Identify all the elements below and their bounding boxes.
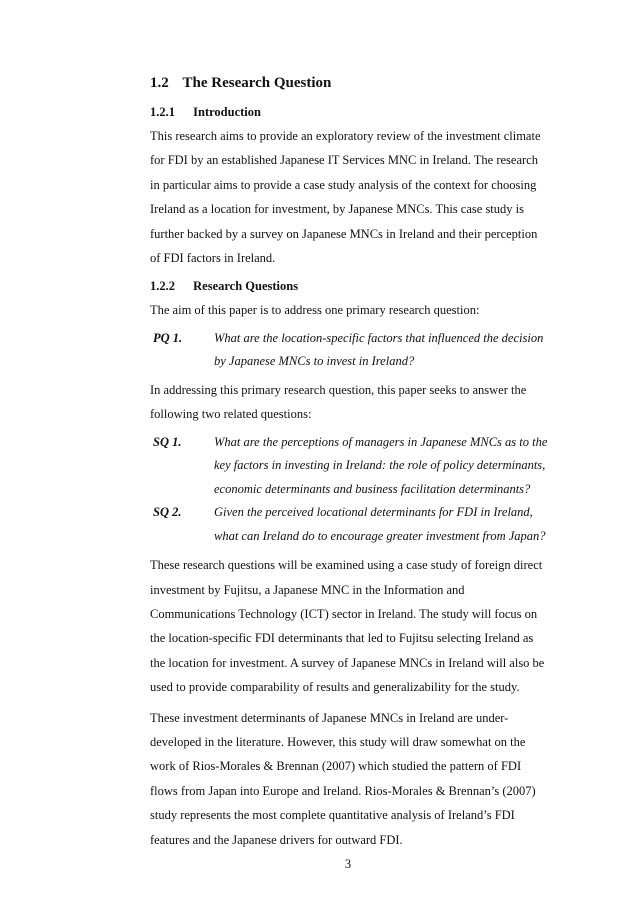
question-text xyxy=(214,501,570,548)
subsection-title: Introduction xyxy=(193,105,261,119)
text-line: Communications Technology (ICT) sector in Ireland. The study will focus on xyxy=(150,606,538,621)
literature-paragraph xyxy=(150,706,570,852)
text-line: key factors in investing in Ireland: the role of policy determinants, xyxy=(214,458,546,473)
text-line: by Japanese MNCs to invest in Ireland? xyxy=(214,354,415,369)
text-line: investment by Fujitsu, a Japanese MNC in the Information and xyxy=(150,582,465,597)
text-line: used to provide comparability of results and generalizability for the study. xyxy=(150,680,520,695)
text-line: In addressing this primary research question, this paper seeks to answer the xyxy=(150,382,527,397)
text-line: features and the Japanese drivers for outward FDI. xyxy=(150,832,403,847)
document-page xyxy=(150,72,570,852)
text-line: work of Rios-Morales & Brennan (2007) which studied the pattern of FDI xyxy=(150,759,522,774)
text-line: in particular aims to provide a case study analysis of the context for choosing xyxy=(150,177,537,192)
introduction-paragraph xyxy=(150,124,570,270)
subsection-number: 1.2.2 xyxy=(150,279,175,294)
text-line: These investment determinants of Japanese MNCs in Ireland are under- xyxy=(150,710,509,725)
text-line: further backed by a survey on Japanese MNCs in Ireland and their perception xyxy=(150,226,538,241)
page-number: 3 xyxy=(344,857,352,871)
subsection-heading-research-questions xyxy=(150,277,570,296)
text-line: These research questions will be examined using a case study of foreign direct xyxy=(150,558,543,573)
text-line: for FDI by an established Japanese IT Services MNC in Ireland. The research xyxy=(150,153,538,168)
text-line: the location-specific FDI determinants that led to Fujitsu selecting Ireland as xyxy=(150,631,534,646)
text-line: the location for investment. A survey of Japanese MNCs in Ireland will also be xyxy=(150,655,545,670)
section-title: The Research Question xyxy=(182,75,332,91)
section-heading xyxy=(150,72,570,94)
question-label: SQ 2. xyxy=(153,505,182,520)
text-line: What are the location-specific factors that influenced the decision xyxy=(214,330,544,345)
text-line: The aim of this paper is to address one primary research question: xyxy=(150,303,480,318)
text-line: Ireland as a location for investment, by Japanese MNCs. This case study is xyxy=(150,202,524,217)
text-line: study represents the most complete quantitative analysis of Ireland’s FDI xyxy=(150,808,515,823)
primary-question xyxy=(150,327,570,374)
text-line: flows from Japan into Europe and Ireland. Rios-Morales & Brennan’s (2007) xyxy=(150,783,536,798)
research-questions-intro xyxy=(150,298,570,322)
text-line: This research aims to provide an exploratory review of the investment climate xyxy=(150,129,541,143)
text-line: of FDI factors in Ireland. xyxy=(150,251,276,266)
text-line: what can Ireland do to encourage greater investment from Japan? xyxy=(214,528,546,543)
subsection-title: Research Questions xyxy=(193,279,299,294)
subsection-number: 1.2.1 xyxy=(150,105,175,119)
secondary-question xyxy=(150,501,570,548)
secondary-questions-intro xyxy=(150,378,570,427)
question-label: PQ 1. xyxy=(153,330,183,345)
text-line: Given the perceived locational determinants for FDI in Ireland, xyxy=(214,505,533,520)
question-label: SQ 1. xyxy=(153,434,182,449)
section-number: 1.2 xyxy=(150,75,169,91)
secondary-question xyxy=(150,431,570,502)
case-study-paragraph xyxy=(150,553,570,699)
question-text xyxy=(214,431,570,502)
text-line: following two related questions: xyxy=(150,407,312,422)
subsection-heading-introduction xyxy=(150,103,570,122)
text-line: developed in the literature. However, this study will draw somewhat on the xyxy=(150,735,526,749)
question-text xyxy=(214,327,570,374)
text-line: economic determinants and business facilitation determinants? xyxy=(214,481,531,496)
text-line: What are the perceptions of managers in Japanese MNCs as to the xyxy=(214,434,548,449)
